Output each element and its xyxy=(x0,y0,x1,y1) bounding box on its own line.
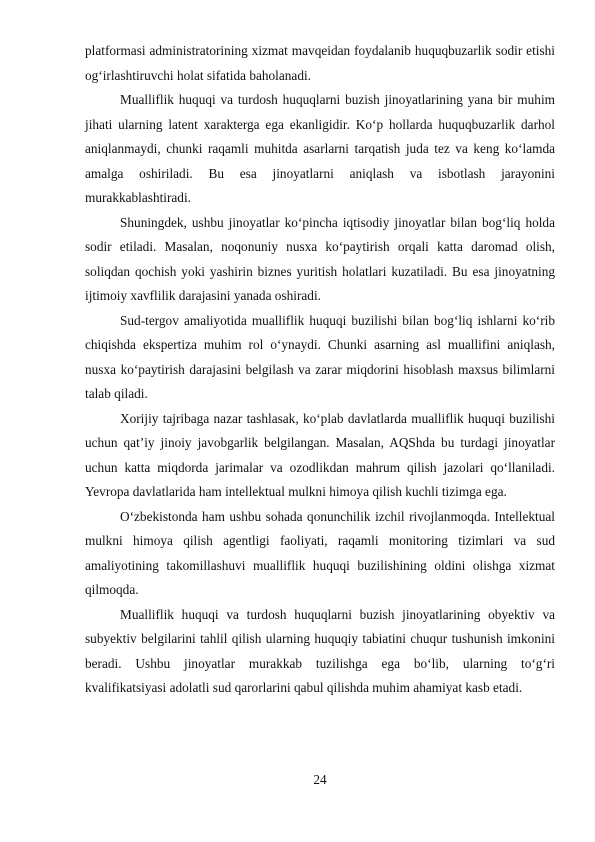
paragraph-latent-nature: Mualliflik huquqi va turdosh huquqlarni buzish jinoyatlarining yana bir muhim jihati ularning latent xarakterga ega ekanligidir. Ko‘p hollarda huquqbuzarlik darhol aniqlanmaydi, chunki raqamli muhitda asarlarni tarqatish juda tez va keng ko‘lamda amalga oshiriladi. Bu esa jinoyatlarni aniqlash va isbotlash jarayonini murakkablashtiradi. xyxy=(85,92,555,205)
paragraph-expertise: Sud-tergov amaliyotida mualliflik huquqi buzilishi bilan bog‘liq ishlarni ko‘rib chiqishda ekspertiza muhim rol o‘ynaydi. Chunki asarning asl muallifini aniqlash, nusxa ko‘paytirish darajasini belgilash va zarar miqdorini hisoblash maxsus bilimlarni talab qiladi. xyxy=(85,312,555,401)
paragraph-foreign-experience: Xorijiy tajribaga nazar tashlasak, ko‘plab davlatlarda mualliflik huquqi buzilishi uchun qat’iy jinoiy javobgarlik belgilangan. Masalan, AQShda bu turdagi jinoyatlar uchun katta miqdorda jarimalar va ozodlikdan mahrum qilish jazolari qo‘llaniladi. Yevropa davlatlarida ham intellektual mulkni himoya qilish kuchli tizimga ega. xyxy=(85,410,555,499)
paragraph-uzbekistan: O‘zbekistonda ham ushbu sohada qonunchilik izchil rivojlanmoqda. Intellektual mulkni himoya qilish agentligi faoliyati, raqamli monitoring tizimlari va sud amaliyotining takomillashuvi mualliflik huquqi buzilishining oldini olishga xizmat qilmoqda. xyxy=(85,508,555,597)
body-text xyxy=(85,39,555,701)
page-number: 24 xyxy=(313,772,327,787)
paragraph-conclusion: Mualliflik huquqi va turdosh huquqlarni buzish jinoyatlarining obyektiv va subyektiv belgilarini tahlil qilish ularning huquqiy tabiatini chuqur tushunish imkonini beradi. Ushbu jinoyatlar murakkab tuzilishga ega bo‘lib, ularning to‘g‘ri kvalifikatsiyasi adolatli sud qarorlarini qabul qilishda muhim ahamiyat kasb etadi. xyxy=(85,606,555,695)
paragraph-continuation: platformasi administratorining xizmat mavqeidan foydalanib huquqbuzarlik sodir etishi og‘irlashtiruvchi holat sifatida baholanadi. xyxy=(85,43,555,83)
paragraph-economic-crimes: Shuningdek, ushbu jinoyatlar ko‘pincha iqtisodiy jinoyatlar bilan bog‘liq holda sodir etiladi. Masalan, noqonuniy nusxa ko‘paytirish orqali katta daromad olish, soliqdan qochish yoki yashirin biznes yuritish holatlari kuzatiladi. Bu esa jinoyatning ijtimoiy xavflilik darajasini yanada oshiradi. xyxy=(85,214,555,303)
